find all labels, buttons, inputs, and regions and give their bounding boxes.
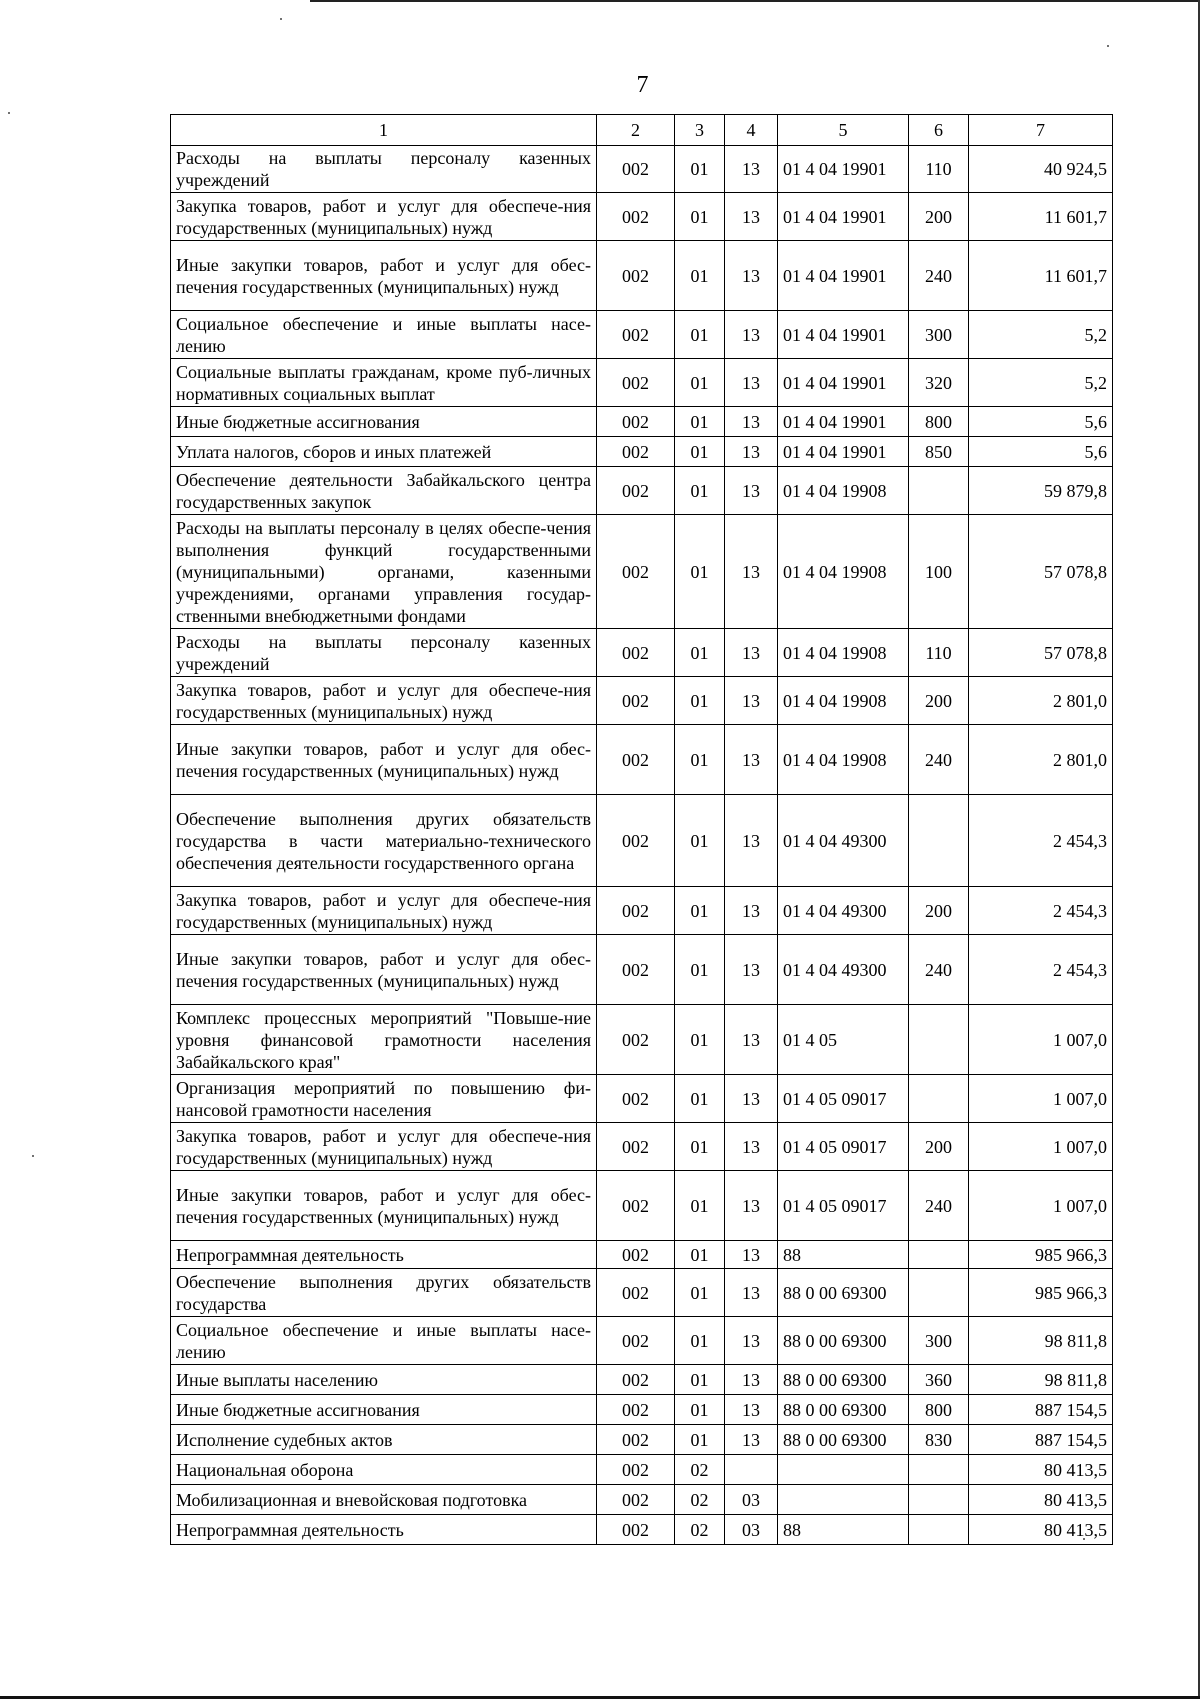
subsection-code-cell: 13 xyxy=(725,146,778,193)
expense-type-cell xyxy=(909,795,969,887)
target-article-cell: 01 4 04 49300 xyxy=(778,795,909,887)
row-name-cell: Обеспечение выполнения других обязательств государства в части материально-технического обеспечения деятельности государственного органа xyxy=(171,795,597,887)
subsection-code-cell: 13 xyxy=(725,1241,778,1269)
section-code-cell: 01 xyxy=(675,1123,725,1171)
section-code-cell: 01 xyxy=(675,467,725,515)
target-article-cell xyxy=(778,1485,909,1515)
target-article-cell: 88 0 00 69300 xyxy=(778,1365,909,1395)
amount-cell: 5,6 xyxy=(969,437,1113,467)
department-code-cell: 002 xyxy=(597,437,675,467)
expense-type-cell xyxy=(909,1455,969,1485)
table-row xyxy=(171,795,1113,887)
table-row xyxy=(171,1455,1113,1485)
row-name-cell: Закупка товаров, работ и услуг для обеспече-ния государственных (муниципальных) нужд xyxy=(171,1123,597,1171)
section-code-cell: 01 xyxy=(675,1365,725,1395)
amount-cell: 1 007,0 xyxy=(969,1005,1113,1075)
section-code-cell: 01 xyxy=(675,1269,725,1317)
expense-type-cell: 240 xyxy=(909,935,969,1005)
column-header: 6 xyxy=(909,115,969,146)
row-name-cell: Расходы на выплаты персоналу в целях обеспе-чения выполнения функций государственными (муниципальными) органами, казенными учреждениями, органами управления государ-ственными внебюджетными фондами xyxy=(171,515,597,629)
department-code-cell: 002 xyxy=(597,1269,675,1317)
row-name-cell: Закупка товаров, работ и услуг для обеспече-ния государственных (муниципальных) нужд xyxy=(171,887,597,935)
amount-cell: 2 454,3 xyxy=(969,935,1113,1005)
department-code-cell: 002 xyxy=(597,311,675,359)
expense-type-cell: 200 xyxy=(909,193,969,241)
row-name-cell: Социальное обеспечение и иные выплаты насе-лению xyxy=(171,1317,597,1365)
department-code-cell: 002 xyxy=(597,146,675,193)
department-code-cell: 002 xyxy=(597,795,675,887)
section-code-cell: 01 xyxy=(675,193,725,241)
department-code-cell: 002 xyxy=(597,629,675,677)
target-article-cell: 01 4 04 19901 xyxy=(778,146,909,193)
department-code-cell: 002 xyxy=(597,1425,675,1455)
expense-type-cell: 240 xyxy=(909,1171,969,1241)
section-code-cell: 01 xyxy=(675,146,725,193)
subsection-code-cell: 13 xyxy=(725,1075,778,1123)
section-code-cell: 01 xyxy=(675,359,725,407)
row-name-cell: Исполнение судебных актов xyxy=(171,1425,597,1455)
amount-cell: 5,2 xyxy=(969,359,1113,407)
target-article-cell: 01 4 04 19901 xyxy=(778,359,909,407)
department-code-cell: 002 xyxy=(597,1365,675,1395)
amount-cell: 80 413,5 xyxy=(969,1515,1113,1545)
section-code-cell: 01 xyxy=(675,795,725,887)
table-row xyxy=(171,193,1113,241)
subsection-code-cell: 13 xyxy=(725,437,778,467)
table-row xyxy=(171,1365,1113,1395)
row-name-cell: Непрограммная деятельность xyxy=(171,1515,597,1545)
amount-cell: 2 801,0 xyxy=(969,677,1113,725)
target-article-cell: 01 4 04 49300 xyxy=(778,887,909,935)
subsection-code-cell: 13 xyxy=(725,241,778,311)
expense-type-cell: 240 xyxy=(909,241,969,311)
row-name-cell: Социальное обеспечение и иные выплаты насе-лению xyxy=(171,311,597,359)
row-name-cell: Иные бюджетные ассигнования xyxy=(171,1395,597,1425)
amount-cell: 98 811,8 xyxy=(969,1317,1113,1365)
amount-cell: 57 078,8 xyxy=(969,515,1113,629)
section-code-cell: 01 xyxy=(675,241,725,311)
expense-type-cell xyxy=(909,1075,969,1123)
amount-cell: 40 924,5 xyxy=(969,146,1113,193)
subsection-code-cell: 13 xyxy=(725,795,778,887)
amount-cell: 2 454,3 xyxy=(969,795,1113,887)
department-code-cell: 002 xyxy=(597,1455,675,1485)
page-number: 7 xyxy=(636,72,649,98)
table-row xyxy=(171,1515,1113,1545)
subsection-code-cell: 13 xyxy=(725,1123,778,1171)
department-code-cell: 002 xyxy=(597,515,675,629)
amount-cell: 80 413,5 xyxy=(969,1455,1113,1485)
expense-type-cell: 800 xyxy=(909,1395,969,1425)
table-row xyxy=(171,887,1113,935)
amount-cell: 57 078,8 xyxy=(969,629,1113,677)
row-name-cell: Иные закупки товаров, работ и услуг для обес-печения государственных (муниципальных) нужд xyxy=(171,1171,597,1241)
table-row xyxy=(171,677,1113,725)
section-code-cell: 01 xyxy=(675,935,725,1005)
target-article-cell: 88 xyxy=(778,1241,909,1269)
scan-speck xyxy=(280,18,282,20)
subsection-code-cell: 13 xyxy=(725,1425,778,1455)
row-name-cell: Непрограммная деятельность xyxy=(171,1241,597,1269)
column-header: 1 xyxy=(171,115,597,146)
column-header: 3 xyxy=(675,115,725,146)
target-article-cell: 88 0 00 69300 xyxy=(778,1317,909,1365)
row-name-cell: Иные закупки товаров, работ и услуг для обес-печения государственных (муниципальных) нужд xyxy=(171,241,597,311)
row-name-cell: Уплата налогов, сборов и иных платежей xyxy=(171,437,597,467)
subsection-code-cell: 13 xyxy=(725,311,778,359)
amount-cell: 11 601,7 xyxy=(969,193,1113,241)
department-code-cell: 002 xyxy=(597,1123,675,1171)
table-row xyxy=(171,311,1113,359)
column-header: 4 xyxy=(725,115,778,146)
section-code-cell: 01 xyxy=(675,1241,725,1269)
target-article-cell: 88 0 00 69300 xyxy=(778,1395,909,1425)
expense-type-cell: 850 xyxy=(909,437,969,467)
department-code-cell: 002 xyxy=(597,935,675,1005)
table-row xyxy=(171,1395,1113,1425)
expense-type-cell: 110 xyxy=(909,146,969,193)
target-article-cell: 01 4 04 19901 xyxy=(778,311,909,359)
subsection-code-cell: 13 xyxy=(725,359,778,407)
expense-type-cell: 800 xyxy=(909,407,969,437)
subsection-code-cell: 13 xyxy=(725,1317,778,1365)
department-code-cell: 002 xyxy=(597,1241,675,1269)
target-article-cell: 01 4 04 19901 xyxy=(778,193,909,241)
amount-cell: 80 413,5 xyxy=(969,1485,1113,1515)
department-code-cell: 002 xyxy=(597,467,675,515)
department-code-cell: 002 xyxy=(597,677,675,725)
subsection-code-cell: 13 xyxy=(725,677,778,725)
row-name-cell: Иные закупки товаров, работ и услуг для обес-печения государственных (муниципальных) нужд xyxy=(171,935,597,1005)
amount-cell: 2 454,3 xyxy=(969,887,1113,935)
target-article-cell: 01 4 05 xyxy=(778,1005,909,1075)
expense-type-cell: 830 xyxy=(909,1425,969,1455)
target-article-cell: 88 xyxy=(778,1515,909,1545)
amount-cell: 59 879,8 xyxy=(969,467,1113,515)
expense-type-cell: 300 xyxy=(909,311,969,359)
row-name-cell: Иные бюджетные ассигнования xyxy=(171,407,597,437)
expense-type-cell: 110 xyxy=(909,629,969,677)
table-row xyxy=(171,407,1113,437)
amount-cell: 5,2 xyxy=(969,311,1113,359)
section-code-cell: 01 xyxy=(675,1395,725,1425)
expense-type-cell xyxy=(909,1515,969,1545)
section-code-cell: 01 xyxy=(675,677,725,725)
amount-cell: 2 801,0 xyxy=(969,725,1113,795)
table-row xyxy=(171,241,1113,311)
table-row xyxy=(171,1241,1113,1269)
department-code-cell: 002 xyxy=(597,1317,675,1365)
subsection-code-cell: 13 xyxy=(725,1171,778,1241)
expense-type-cell: 300 xyxy=(909,1317,969,1365)
column-header: 5 xyxy=(778,115,909,146)
target-article-cell: 01 4 04 19908 xyxy=(778,515,909,629)
scan-speck xyxy=(8,112,10,114)
subsection-code-cell: 13 xyxy=(725,515,778,629)
subsection-code-cell: 13 xyxy=(725,725,778,795)
section-code-cell: 01 xyxy=(675,629,725,677)
table-row xyxy=(171,725,1113,795)
table-row xyxy=(171,1269,1113,1317)
amount-cell: 887 154,5 xyxy=(969,1395,1113,1425)
scan-edge-top xyxy=(310,0,1200,2)
amount-cell: 5,6 xyxy=(969,407,1113,437)
expense-type-cell xyxy=(909,467,969,515)
table-row xyxy=(171,515,1113,629)
subsection-code-cell: 13 xyxy=(725,1269,778,1317)
expense-type-cell xyxy=(909,1269,969,1317)
row-name-cell: Закупка товаров, работ и услуг для обеспече-ния государственных (муниципальных) нужд xyxy=(171,193,597,241)
subsection-code-cell: 13 xyxy=(725,629,778,677)
expense-type-cell xyxy=(909,1005,969,1075)
table-row xyxy=(171,1485,1113,1515)
row-name-cell: Социальные выплаты гражданам, кроме пуб-личных нормативных социальных выплат xyxy=(171,359,597,407)
subsection-code-cell: 13 xyxy=(725,193,778,241)
subsection-code-cell: 13 xyxy=(725,1005,778,1075)
row-name-cell: Обеспечение выполнения других обязательств государства xyxy=(171,1269,597,1317)
amount-cell: 887 154,5 xyxy=(969,1425,1113,1455)
department-code-cell: 002 xyxy=(597,1395,675,1425)
row-name-cell: Расходы на выплаты персоналу казенных учреждений xyxy=(171,629,597,677)
section-code-cell: 02 xyxy=(675,1455,725,1485)
row-name-cell: Мобилизационная и вневойсковая подготовка xyxy=(171,1485,597,1515)
amount-cell: 1 007,0 xyxy=(969,1075,1113,1123)
section-code-cell: 01 xyxy=(675,887,725,935)
subsection-code-cell: 13 xyxy=(725,467,778,515)
target-article-cell: 01 4 05 09017 xyxy=(778,1171,909,1241)
amount-cell: 11 601,7 xyxy=(969,241,1113,311)
expense-type-cell xyxy=(909,1241,969,1269)
amount-cell: 1 007,0 xyxy=(969,1123,1113,1171)
department-code-cell: 002 xyxy=(597,241,675,311)
subsection-code-cell: 03 xyxy=(725,1515,778,1545)
subsection-code-cell: 13 xyxy=(725,935,778,1005)
amount-cell: 98 811,8 xyxy=(969,1365,1113,1395)
target-article-cell: 01 4 04 19908 xyxy=(778,725,909,795)
target-article-cell: 01 4 04 19901 xyxy=(778,407,909,437)
section-code-cell: 01 xyxy=(675,1005,725,1075)
table-row xyxy=(171,146,1113,193)
table-row xyxy=(171,935,1113,1005)
table-row xyxy=(171,1005,1113,1075)
subsection-code-cell xyxy=(725,1455,778,1485)
section-code-cell: 01 xyxy=(675,1425,725,1455)
table-row xyxy=(171,1123,1113,1171)
section-code-cell: 01 xyxy=(675,1317,725,1365)
expense-type-cell: 200 xyxy=(909,1123,969,1171)
row-name-cell: Иные закупки товаров, работ и услуг для обес-печения государственных (муниципальных) нужд xyxy=(171,725,597,795)
department-code-cell: 002 xyxy=(597,1171,675,1241)
expense-type-cell: 100 xyxy=(909,515,969,629)
department-code-cell: 002 xyxy=(597,407,675,437)
target-article-cell: 88 0 00 69300 xyxy=(778,1425,909,1455)
section-code-cell: 01 xyxy=(675,725,725,795)
table-row xyxy=(171,1425,1113,1455)
target-article-cell: 01 4 04 19901 xyxy=(778,437,909,467)
row-name-cell: Комплекс процессных мероприятий "Повыше-ние уровня финансовой грамотности населения Забайкальского края" xyxy=(171,1005,597,1075)
department-code-cell: 002 xyxy=(597,1075,675,1123)
department-code-cell: 002 xyxy=(597,1485,675,1515)
budget-table-body xyxy=(171,146,1113,1545)
row-name-cell: Организация мероприятий по повышению фи-нансовой грамотности населения xyxy=(171,1075,597,1123)
table-row xyxy=(171,467,1113,515)
subsection-code-cell: 13 xyxy=(725,1365,778,1395)
section-code-cell: 01 xyxy=(675,407,725,437)
expense-type-cell: 200 xyxy=(909,887,969,935)
department-code-cell: 002 xyxy=(597,725,675,795)
row-name-cell: Расходы на выплаты персоналу казенных учреждений xyxy=(171,146,597,193)
target-article-cell: 01 4 05 09017 xyxy=(778,1075,909,1123)
target-article-cell xyxy=(778,1455,909,1485)
section-code-cell: 02 xyxy=(675,1485,725,1515)
amount-cell: 985 966,3 xyxy=(969,1269,1113,1317)
header-row xyxy=(171,115,1113,146)
scan-speck xyxy=(1107,45,1109,47)
section-code-cell: 01 xyxy=(675,1075,725,1123)
expense-type-cell: 240 xyxy=(909,725,969,795)
target-article-cell: 88 0 00 69300 xyxy=(778,1269,909,1317)
amount-cell: 985 966,3 xyxy=(969,1241,1113,1269)
subsection-code-cell: 13 xyxy=(725,1395,778,1425)
scan-speck xyxy=(32,1155,34,1157)
table-row xyxy=(171,359,1113,407)
subsection-code-cell: 03 xyxy=(725,1485,778,1515)
column-header: 2 xyxy=(597,115,675,146)
subsection-code-cell: 13 xyxy=(725,887,778,935)
row-name-cell: Закупка товаров, работ и услуг для обеспече-ния государственных (муниципальных) нужд xyxy=(171,677,597,725)
section-code-cell: 01 xyxy=(675,1171,725,1241)
expense-type-cell: 320 xyxy=(909,359,969,407)
expense-type-cell: 200 xyxy=(909,677,969,725)
table-row xyxy=(171,437,1113,467)
subsection-code-cell: 13 xyxy=(725,407,778,437)
section-code-cell: 02 xyxy=(675,1515,725,1545)
table-row xyxy=(171,1171,1113,1241)
column-header: 7 xyxy=(969,115,1113,146)
section-code-cell: 01 xyxy=(675,515,725,629)
row-name-cell: Обеспечение деятельности Забайкальского центра государственных закупок xyxy=(171,467,597,515)
row-name-cell: Национальная оборона xyxy=(171,1455,597,1485)
target-article-cell: 01 4 05 09017 xyxy=(778,1123,909,1171)
department-code-cell: 002 xyxy=(597,887,675,935)
section-code-cell: 01 xyxy=(675,437,725,467)
row-name-cell: Иные выплаты населению xyxy=(171,1365,597,1395)
table-row xyxy=(171,1317,1113,1365)
expense-type-cell: 360 xyxy=(909,1365,969,1395)
expense-type-cell xyxy=(909,1485,969,1515)
target-article-cell: 01 4 04 19908 xyxy=(778,677,909,725)
department-code-cell: 002 xyxy=(597,1515,675,1545)
target-article-cell: 01 4 04 19908 xyxy=(778,629,909,677)
department-code-cell: 002 xyxy=(597,193,675,241)
amount-cell: 1 007,0 xyxy=(969,1171,1113,1241)
section-code-cell: 01 xyxy=(675,311,725,359)
target-article-cell: 01 4 04 19901 xyxy=(778,241,909,311)
table-row xyxy=(171,1075,1113,1123)
table-row xyxy=(171,629,1113,677)
department-code-cell: 002 xyxy=(597,1005,675,1075)
target-article-cell: 01 4 04 19908 xyxy=(778,467,909,515)
target-article-cell: 01 4 04 49300 xyxy=(778,935,909,1005)
department-code-cell: 002 xyxy=(597,359,675,407)
budget-table xyxy=(170,114,1113,1545)
